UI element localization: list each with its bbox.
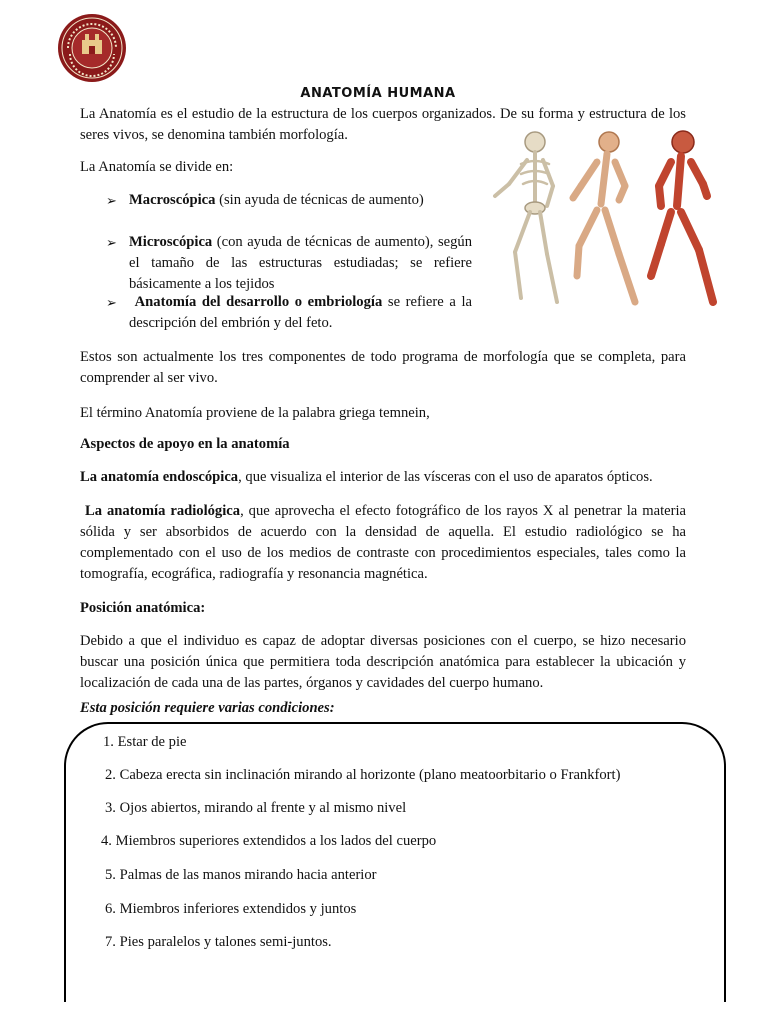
intro-paragraph: La Anatomía es el estudio de la estructura de los cuerpos organizados. De su forma y estructura de los seres vivos, se denomina también morfología. (80, 106, 686, 143)
position-heading: Posición anatómica: (80, 600, 206, 616)
condition-item: 1. Estar de pie (103, 734, 187, 750)
condition-item: 4. Miembros superiores extendidos a los lados del cuerpo (101, 833, 437, 849)
condition-item: 2. Cabeza erecta sin inclinación mirando al horizonte (plano meatoorbitario o Frankfort) (105, 767, 621, 783)
institution-seal-logo (56, 12, 128, 84)
condition-item: 3. Ojos abiertos, mirando al frente y al mismo nivel (105, 800, 407, 816)
arrow-bullet-icon: ➢ (106, 193, 117, 208)
support-heading: Aspectos de apoyo en la anatomía (80, 436, 290, 452)
conditions-box (64, 722, 726, 1002)
page-title: ANATOMÍA HUMANA (300, 86, 456, 101)
endoscopic-paragraph: La anatomía endoscópica, que visualiza el interior de las vísceras con el uso de aparatos ópticos. (80, 469, 653, 485)
arrow-bullet-icon: ➢ (106, 235, 117, 250)
components-paragraph: Estos son actualmente los tres componentes de todo programa de morfología que se completa, para comprender al ser vivo. (80, 349, 686, 386)
condition-item: 7. Pies paralelos y talones semi-juntos. (105, 934, 332, 950)
position-paragraph: Debido a que el individuo es capaz de adoptar diversas posiciones con el cuerpo, se hizo necesario buscar una posición única que permitiera toda descripción anatómica para establecer la ubicación y localización de cada una de las partes, órganos y cavidades del cuerpo humano. (80, 633, 686, 691)
divisions-intro: La Anatomía se divide en: (80, 159, 234, 175)
etymology-paragraph: El término Anatomía proviene de la palabra griega temnein, (80, 405, 430, 421)
conditions-heading: Esta posición requiere varias condiciones: (80, 700, 335, 716)
condition-item: 5. Palmas de las manos mirando hacia anterior (105, 867, 377, 883)
running-skeleton-muscle-figures-image (485, 126, 730, 312)
radiologic-paragraph: La anatomía radiológica, que aprovecha el efecto fotográfico de los rayos X al penetrar la materia sólida y ser absorbidos de acuerdo con la densidad de aquella. El estudio radiológico se ha complementado con el uso de los medios de contraste con procedimientos especiales, tales como la tomografía, ecográfica, radiografía y resonancia magnética. (80, 503, 686, 582)
condition-item: 6. Miembros inferiores extendidos y juntos (105, 901, 357, 917)
arrow-bullet-icon: ➢ (106, 295, 117, 310)
